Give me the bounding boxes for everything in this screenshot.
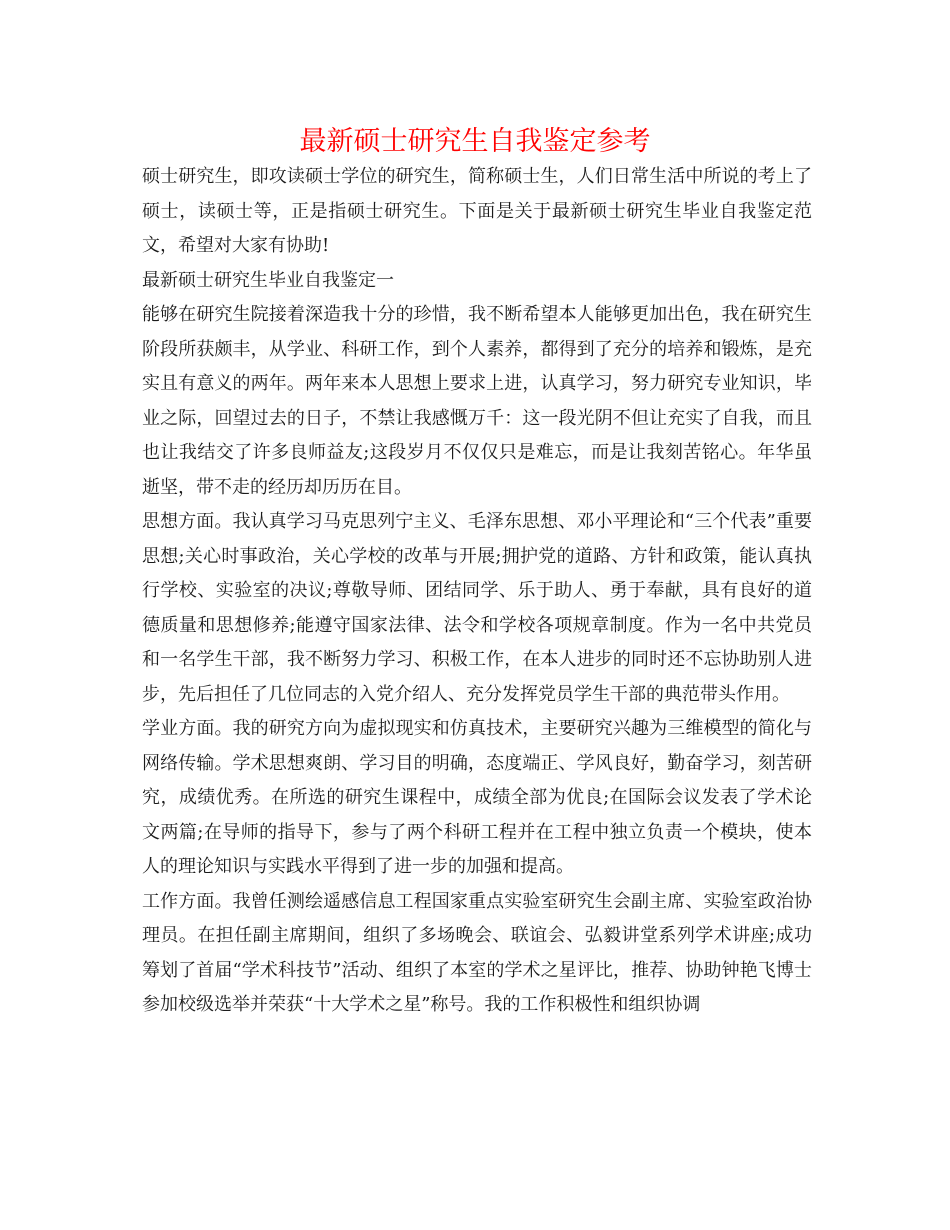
body-paragraph: 思想方面。我认真学习马克思列宁主义、毛泽东思想、邓小平理论和“三个代表”重要思想;关心时事政治，关心学校的改革与开展;拥护党的道路、方针和政策，能认真执行学校、实验室的决议;尊敬导师、团结同学、乐于助人、勇于奉献，具有良好的道德质量和思想修养;能遵守国家法律、法令和学校各项规章制度。作为一名中共党员和一名学生干部，我不断努力学习、积极工作，在本人进步的同时还不忘协助别人进步，先后担任了几位同志的入党介绍人、充分发挥党员学生干部的典范带头作用。 [142,511,813,705]
body-paragraph: 能够在研究生院接着深造我十分的珍惜，我不断希望本人能够更加出色，我在研究生阶段所获颇丰，从学业、科研工作，到个人素养，都得到了充分的培养和锻炼，是充实且有意义的两年。两年来本人思想上要求上进，认真学习，努力研究专业知识，毕业之际，回望过去的日子，不禁让我感慨万千：这一段光阴不但让充实了自我，而且也让我结交了许多良师益友;这段岁月不仅仅只是难忘，而是让我刻苦铭心。年华虽逝坚，带不走的经历却历历在目。 [142,304,812,498]
document-title: 最新硕士研究生自我鉴定参考 [299,126,651,157]
section-heading: 最新硕士研究生毕业自我鉴定一 [142,269,394,291]
body-paragraph: 学业方面。我的研究方向为虚拟现实和仿真技术，主要研究兴趣为三维模型的简化与网络传输。学术思想爽朗、学习目的明确，态度端正、学风良好，勤奋学习，刻苦研究，成绩优秀。在所选的研究生课程中，成绩全部为优良;在国际会议发表了学术论文两篇;在导师的指导下，参与了两个科研工程并在工程中独立负责一个模块，使本人的理论知识与实践水平得到了进一步的加强和提高。 [142,718,812,877]
intro-paragraph: 硕士研究生，即攻读硕士学位的研究生，简称硕士生，人们日常生活中所说的考上了硕士，读硕士等，正是指硕士研究生。下面是关于最新硕士研究生毕业自我鉴定范文，希望对大家有协助! [142,166,812,256]
document-body [142,160,812,1023]
body-paragraph: 工作方面。我曾任测绘遥感信息工程国家重点实验室研究生会副主席、实验室政治协理员。在担任副主席期间，组织了多场晚会、联谊会、弘毅讲堂系列学术讲座;成功筹划了首届“学术科技节”活动、组织了本室的学术之星评比，推荐、协助钟艳飞博士参加校级选举并荣获“十大学术之星”称号。我的工作积极性和组织协调 [142,890,812,1015]
